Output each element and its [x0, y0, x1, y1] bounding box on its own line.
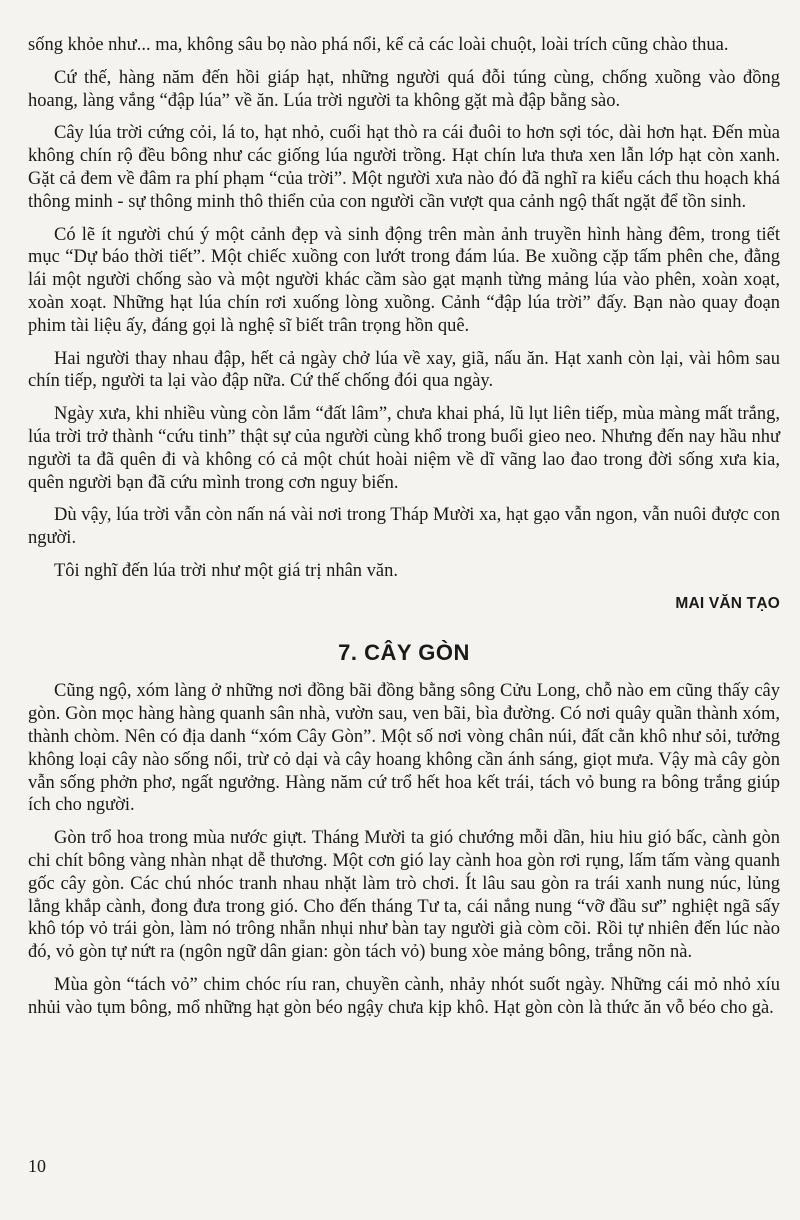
paragraph: Gòn trổ hoa trong mùa nước giựt. Tháng Mười ta gió chướng mỗi dần, hiu hiu gió bấc, cành gòn chi chít bông vàng nhàn nhạt dễ thương. Một cơn gió lay cành hoa gòn rơi rụng, lấm tấm vàng quanh gốc cây gòn. Các chú nhóc tranh nhau nhặt làm trò chơi. Ít lâu sau gòn ra trái xanh nung núc, lủng lẳng khắp cành, đong đưa trong gió. Cho đến tháng Tư ta, cái nắng nung “vỡ đầu sư” nghiệt ngã sấy khô tóp vỏ trái gòn, làm nó trông nhẵn nhụi như bàn tay người già còm cõi. Rồi tự nhiên đến lúc nào đó, vỏ gòn tự nứt ra (ngôn ngữ dân gian: gòn tách vỏ) bung xòe mảng bông, trắng nõn nà. [28, 828, 780, 963]
article-cay-gon [28, 639, 780, 1020]
article-lua-troi [28, 34, 780, 616]
page-number: 10 [28, 1156, 46, 1176]
paragraph: Cũng ngộ, xóm làng ở những nơi đồng bãi đồng bằng sông Cửu Long, chỗ nào em cũng thấy cây gòn. Gòn mọc hàng hàng quanh sân nhà, vườn sau, ven bãi, bìa đường. Có nơi quây quần thành xóm, thành chòm. Nên có địa danh “xóm Cây Gòn”. Một số nơi vòng chân núi, đất cằn khô như sỏi, tưởng không loại cây nào sống nổi, trừ cỏ dại và cây hoang không cần ánh sáng, giọt mưa. Vậy mà cây gòn vẫn sống phởn phơ, ngất ngưởng. Hàng năm cứ trổ hết hoa kết trái, tách vỏ bung ra bông trắng giúp ích cho người. [28, 681, 780, 816]
paragraph: Tôi nghĩ đến lúa trời như một giá trị nhân văn. [54, 560, 399, 581]
paragraph: Mùa gòn “tách vỏ” chim chóc ríu ran, chuyền cành, nhảy nhót suốt ngày. Những cái mỏ nhỏ xíu nhủi vào tụm bông, mổ những hạt gòn béo ngậy chưa kịp khô. Hạt gòn còn là thức ăn vỗ béo cho gà. [28, 974, 780, 1018]
paragraph: Hai người thay nhau đập, hết cả ngày chở lúa về xay, giã, nấu ăn. Hạt xanh còn lại, vài hôm sau chín tiếp, người ta lại vào đập nữa. Cứ thế chống đói qua ngày. [28, 348, 780, 392]
paragraph: Dù vậy, lúa trời vẫn còn nấn ná vài nơi trong Tháp Mười xa, hạt gạo vẫn ngon, vẫn nuôi được con người. [28, 505, 780, 549]
author-name: MAI VĂN TẠO [675, 594, 780, 612]
paragraph: sống khỏe như... ma, không sâu bọ nào phá nổi, kể cả các loài chuột, loài trích cũng chào thua. [28, 35, 729, 55]
paragraph: Ngày xưa, khi nhiều vùng còn lắm “đất lâm”, chưa khai phá, lũ lụt liên tiếp, mùa màng mất trắng, lúa trời trở thành “cứu tinh” thật sự của người cùng khổ trong buổi gieo neo. Nhưng đến nay hầu như người ta đã quên đi và không có cả một chút hoài niệm về dĩ vãng lao đao trong đời sống xưa kia, quên người bạn đã cứu mình trong cơn nguy biến. [28, 404, 780, 493]
paragraph: Có lẽ ít người chú ý một cảnh đẹp và sinh động trên màn ảnh truyền hình hàng đêm, trong tiết mục “Dự báo thời tiết”. Một chiếc xuồng con lướt trong đám lúa. Be xuồng cặp tấm phên che, đằng lái một người chống sào và một người khác cầm sào gạt mạnh từng mảng lúa vào phên, xoàn xoạt, xoàn xoạt. Những hạt lúa chín rơi xuống lòng xuồng. Cảnh “đập lúa trời” đấy. Bạn nào quay đoạn phim tài liệu ấy, đáng gọi là nghệ sĩ biết trân trọng hồn quê. [28, 224, 780, 336]
paragraph: Cây lúa trời cứng cỏi, lá to, hạt nhỏ, cuối hạt thò ra cái đuôi to hơn sợi tóc, dài hơn hạt. Đến mùa không chín rộ đều bông như các giống lúa người trồng. Hạt chín lưa thưa xen lẫn lớp hạt còn xanh. Gặt cả đem về đâm ra phí phạm “của trời”. Một người xưa nào đó đã nghĩ ra kiểu cách thu hoạch khá thông minh - sự thông minh thô thiển của con người cần vượt qua cảnh ngộ thất ngặt để tồn sinh. [28, 123, 780, 212]
section-title: 7. CÂY GÒN [338, 639, 470, 665]
page-body [28, 34, 780, 1029]
paragraph: Cứ thế, hàng năm đến hồi giáp hạt, những người quá đỗi túng cùng, chống xuồng vào đồng hoang, làng vắng “đập lúa” về ăn. Lúa trời người ta không gặt mà đập bằng sào. [28, 67, 780, 111]
